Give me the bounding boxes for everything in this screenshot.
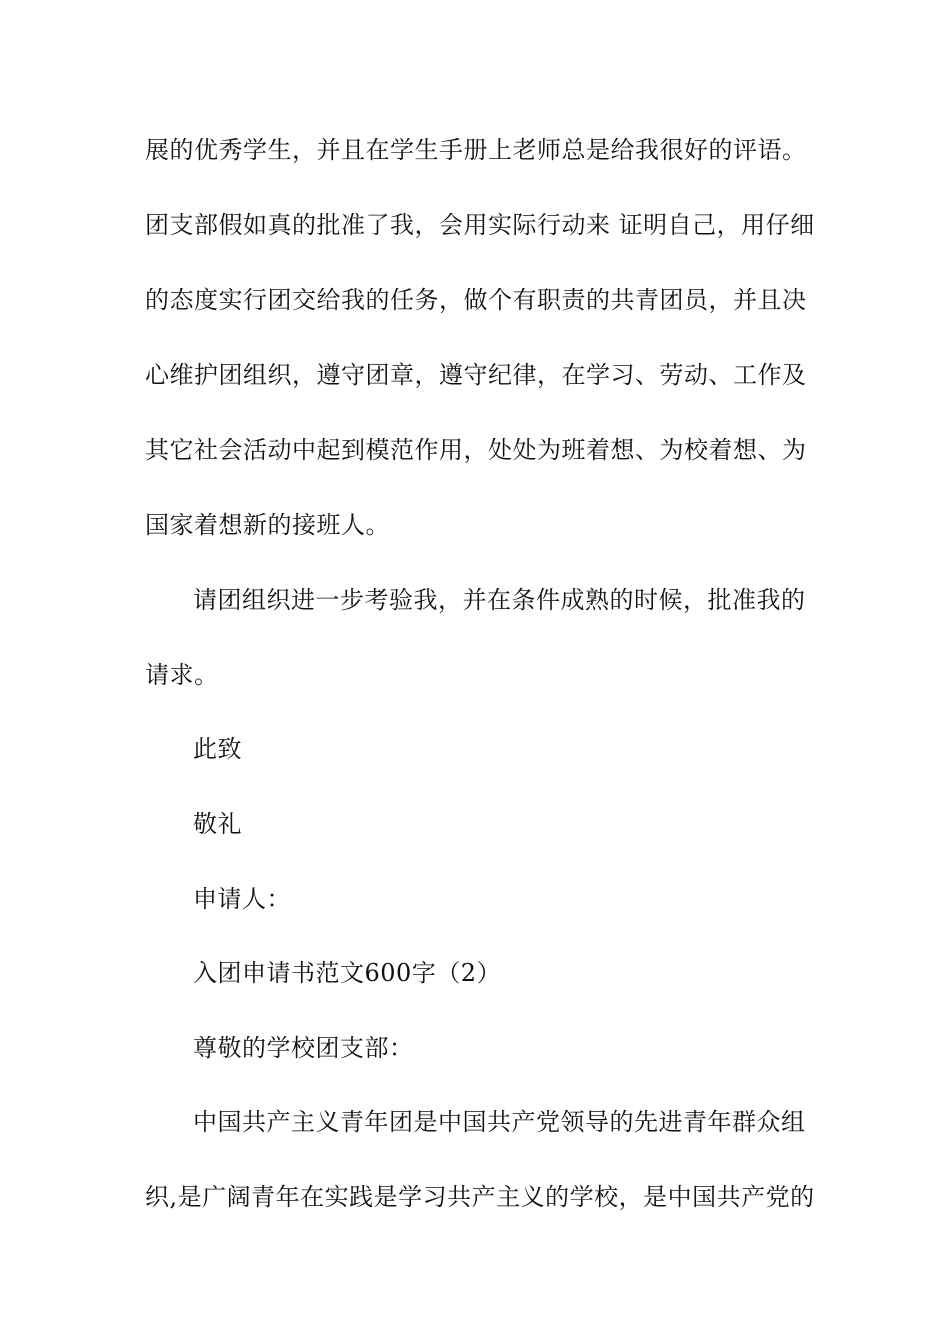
closing-salutation: 此致 [193,735,242,763]
paragraph-line-6: 国家着想新的接班人。 [145,511,390,539]
paragraph-line-5: 其它社会活动中起到模范作用，处处为班着想、为校着想、为 [145,436,807,464]
section-title: 入团申请书范文600字（2） [193,959,502,987]
letter-greeting: 尊敬的学校团支部： [193,1034,414,1062]
closing-regards: 敬礼 [193,810,242,838]
paragraph-line-4: 心维护团组织，遵守团章，遵守纪律，在学习、劳动、工作及 [145,361,807,389]
request-line-2: 请求。 [145,661,219,689]
paragraph-line-2: 团支部假如真的批准了我，会用实际行动来 证明自己，用仔细 [145,211,815,239]
body-line-2: 织,是广阔青年在实践是学习共产主义的学校，是中国共产党的 [145,1183,815,1211]
request-line-1: 请团组织进一步考验我，并在条件成熟的时候，批准我的 [193,586,806,614]
applicant-label: 申请人： [193,885,291,913]
paragraph-line-1: 展的优秀学生，并且在学生手册上老师总是给我很好的评语。 [145,136,807,164]
paragraph-line-3: 的态度实行团交给我的任务，做个有职责的共青团员，并且决 [145,286,807,314]
body-line-1: 中国共产主义青年团是中国共产党领导的先进青年群众组 [193,1108,806,1136]
